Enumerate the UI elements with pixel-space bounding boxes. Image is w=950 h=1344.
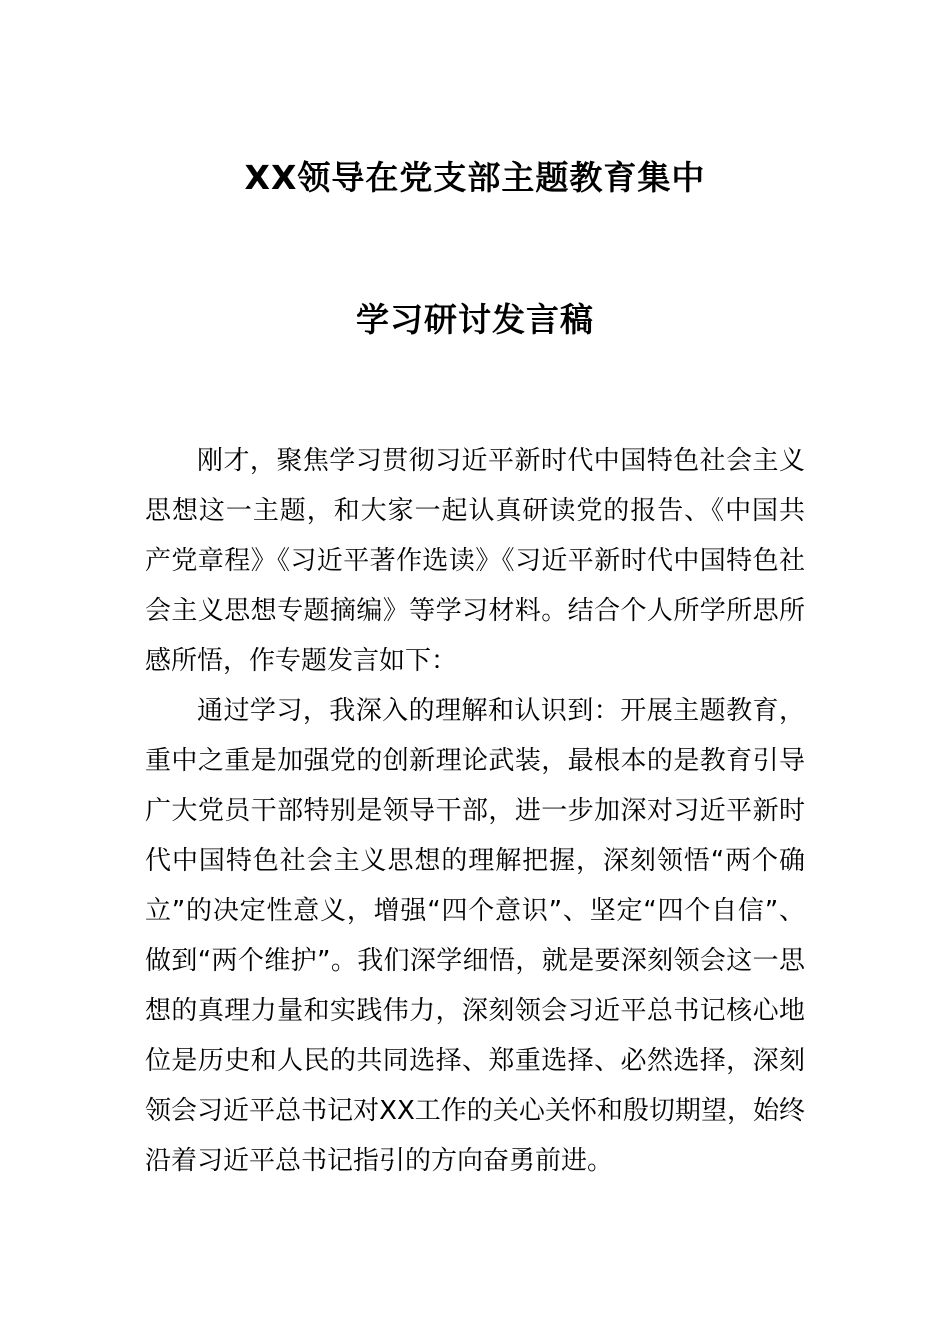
paragraph-1: 刚才，聚焦学习贯彻习近平新时代中国特色社会主义思想这一主题，和大家一起认真研读党的报告、《中国共产党章程》《习近平著作选读》《习近平新时代中国特色社会主义思想专题摘编》等学习材料。结合个人所学所思所感所悟，作专题发言如下： [145,446,805,676]
document-body [145,436,805,1186]
paragraph-2: 通过学习，我深入的理解和认识到：开展主题教育，重中之重是加强党的创新理论武装，最根本的是教育引导广大党员干部特别是领导干部，进一步加深对习近平新时代中国特色社会主义思想的理解把握，深刻领悟“两个确立”的决定性意义，增强“四个意识”、坚定“四个自信”、做到“两个维护”。我们深学细悟，就是要深刻领会这一思想的真理力量和实践伟力，深刻领会习近平总书记核心地位是历史和人民的共同选择、郑重选择、必然选择，深刻领会习近平总书记对XX工作的关心关怀和殷切期望，始终沿着习近平总书记指引的方向奋勇前进。 [145,696,805,1176]
document-title-line-1: XX领导在党支部主题教育集中 [244,158,706,197]
document-title-line-2: 学习研讨发言稿 [356,300,594,339]
